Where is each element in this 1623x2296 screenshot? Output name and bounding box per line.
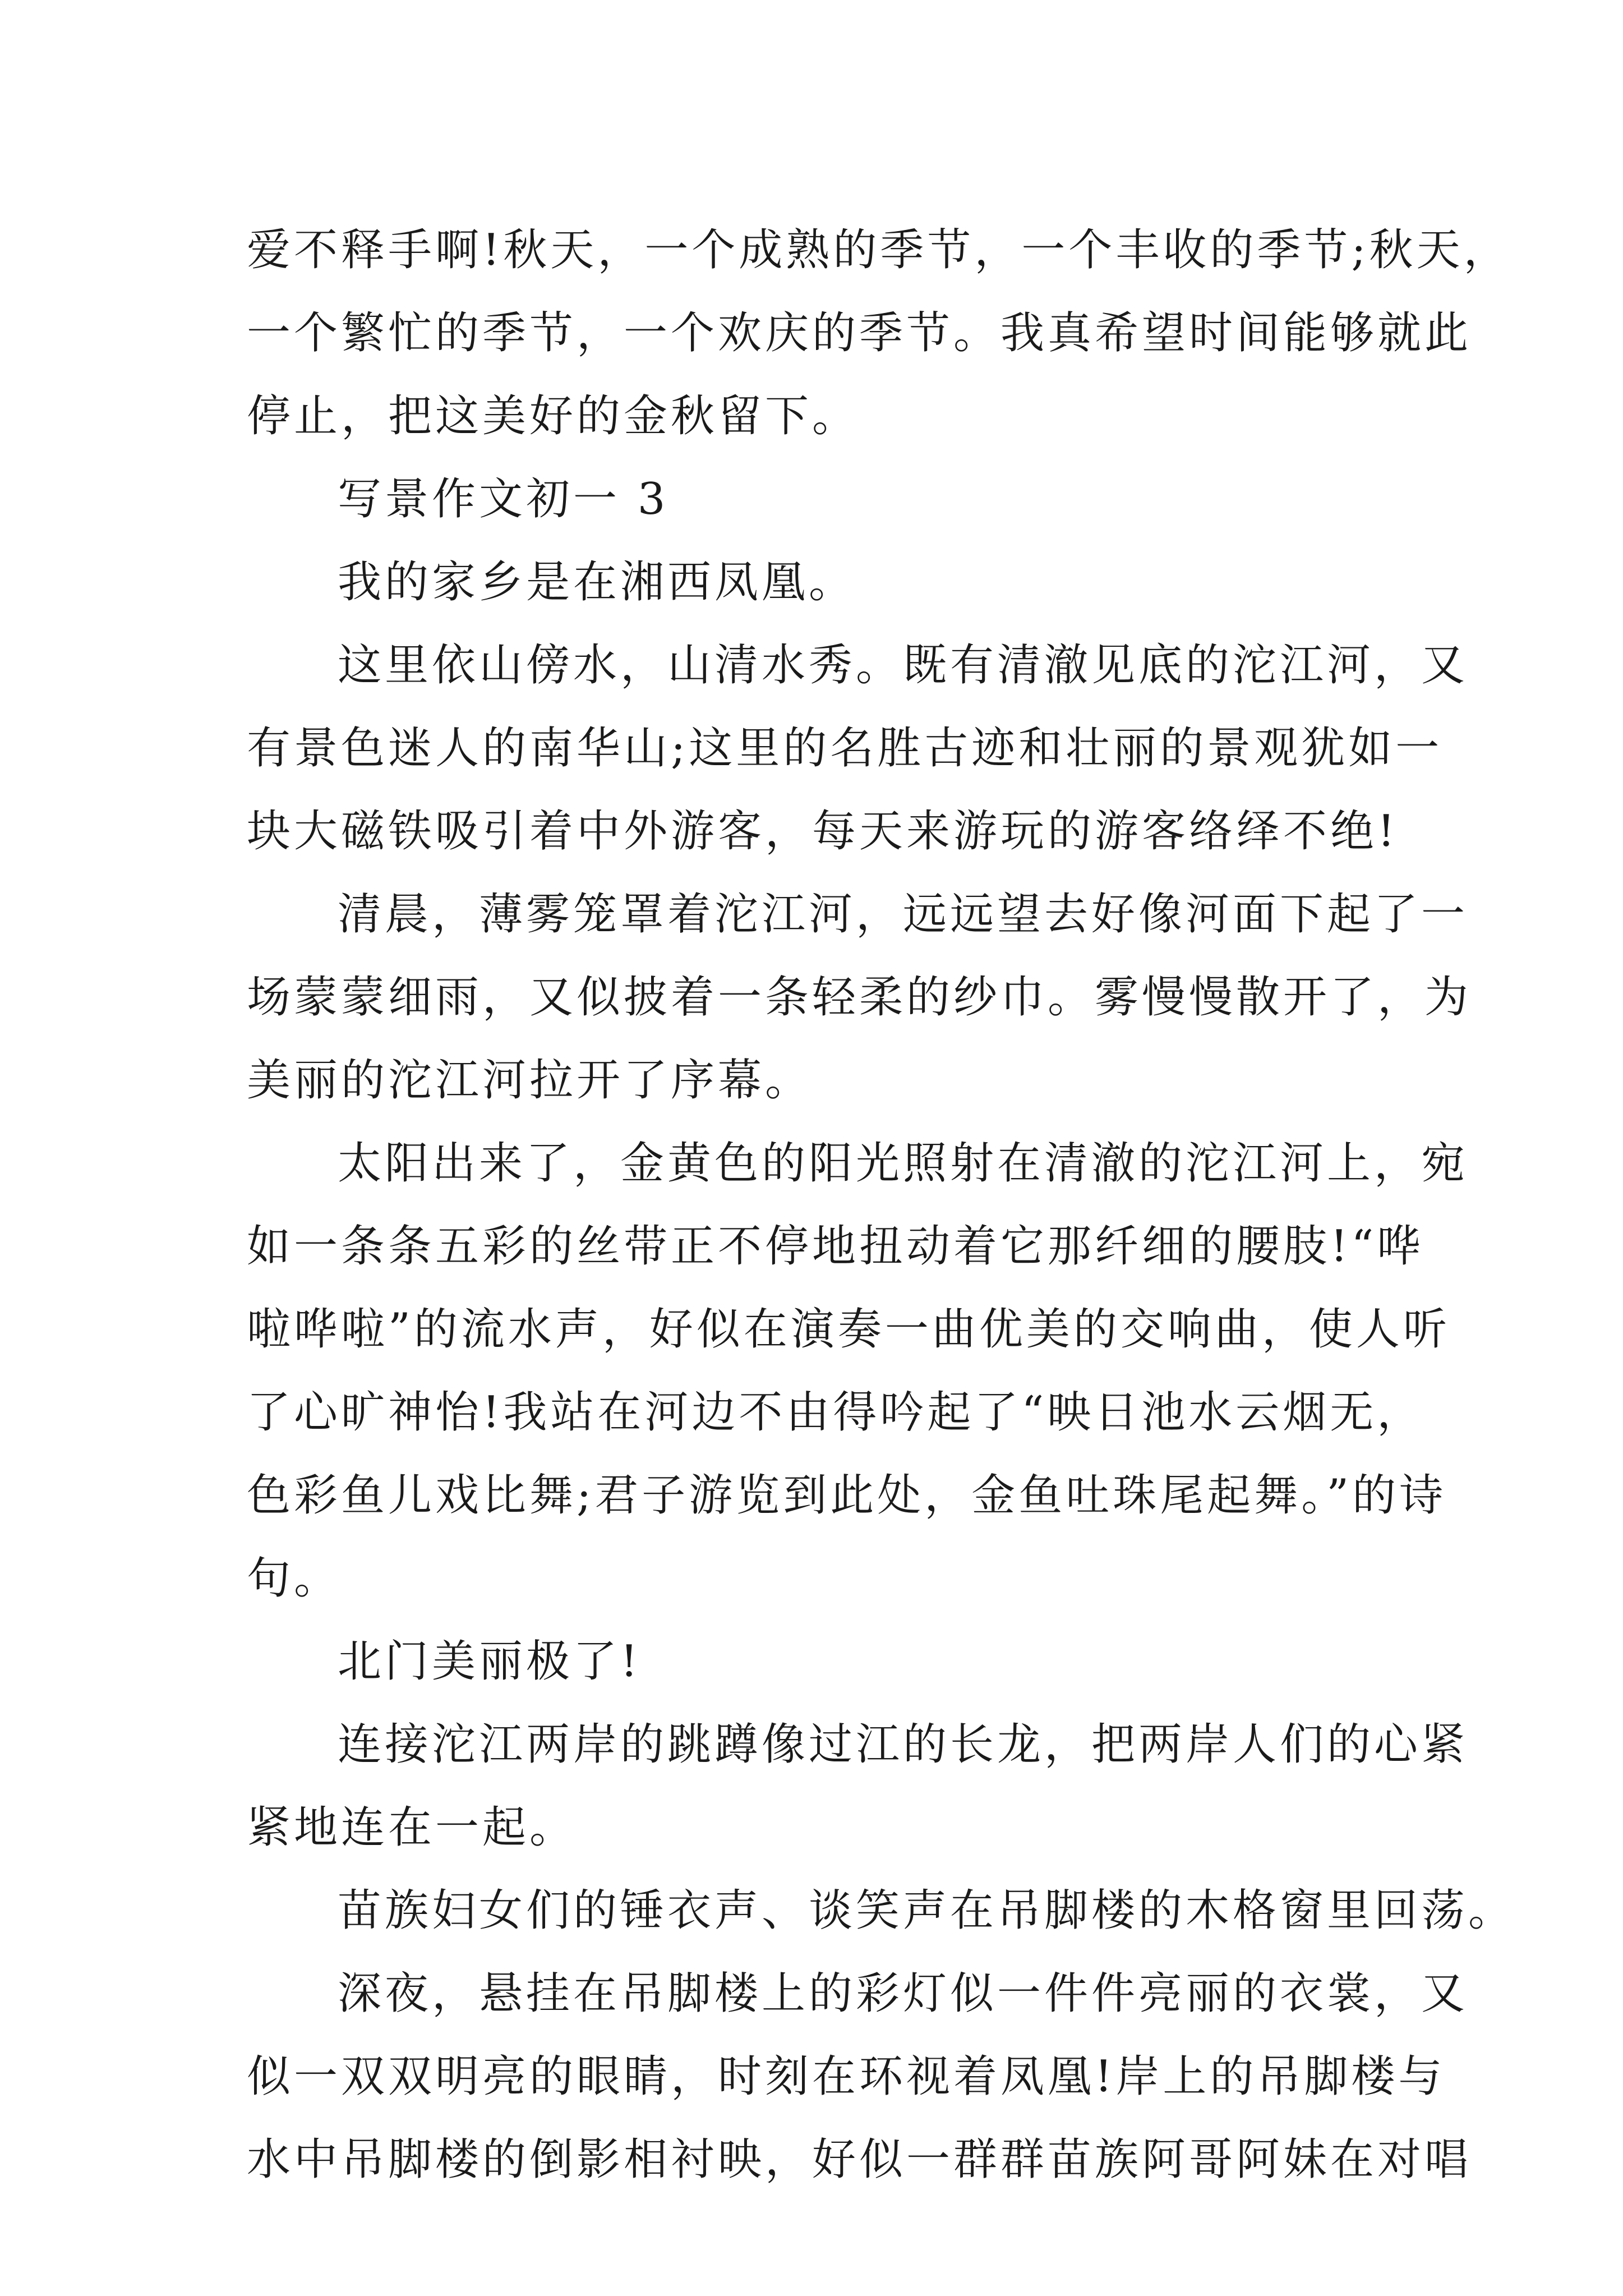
text-line: 了心旷神怡!我站在河边不由得吟起了“映日池水云烟无， [247,1387,1424,1438]
text-line: 爱不释手啊!秋天，一个成熟的季节，一个丰收的季节;秋天， [247,225,1511,275]
text-line: 苗族妇女们的锤衣声、谈笑声在吊脚楼的木格窗里回荡。 [338,1885,1516,1936]
text-line: 水中吊脚楼的倒影相衬映，好似一群群苗族阿哥阿妹在对唱 [247,2134,1472,2185]
text-line: 有景色迷人的南华山;这里的名胜古迹和壮丽的景观犹如一 [247,723,1443,774]
text-line: 一个繁忙的季节，一个欢庆的季节。我真希望时间能够就此 [247,308,1472,358]
text-line: 似一双双明亮的眼睛，时刻在环视着凤凰!岸上的吊脚楼与 [247,2051,1446,2102]
text-line: 如一条条五彩的丝带正不停地扭动着它那纤细的腰肢!“哗 [247,1221,1424,1272]
text-line: 紧地连在一起。 [247,1802,577,1853]
text-line: 深夜，悬挂在吊脚楼上的彩灯似一件件亮丽的衣裳，又 [338,1968,1469,2019]
body-text [247,209,1516,2201]
text-line: 美丽的沱江河拉开了序幕。 [247,1055,813,1106]
section-heading: 写景作文初一 3 [338,474,669,524]
text-line: 北门美丽极了! [338,1636,642,1687]
text-line: 连接沱江两岸的跳蹲像过江的长龙，把两岸人们的心紧 [338,1719,1469,1770]
text-line: 清晨，薄雾笼罩着沱江河，远远望去好像河面下起了一 [338,889,1469,940]
text-line: 句。 [247,1553,342,1604]
text-line: 色彩鱼儿戏比舞;君子游览到此处，金鱼吐珠尾起舞。”的诗 [247,1470,1447,1521]
text-line: 这里依山傍水，山清水秀。既有清澈见底的沱江河，又 [338,640,1469,691]
text-line: 我的家乡是在湘西凤凰。 [338,557,856,608]
text-line: 太阳出来了，金黄色的阳光照射在清澈的沱江河上，宛 [338,1138,1469,1189]
text-line: 啦哗啦”的流水声，好似在演奏一曲优美的交响曲，使人听 [247,1304,1450,1355]
text-line: 场蒙蒙细雨，又似披着一条轻柔的纱巾。雾慢慢散开了，为 [247,972,1472,1023]
text-line: 块大磁铁吸引着中外游客，每天来游玩的游客络绎不绝! [247,806,1399,857]
text-line: 停止，把这美好的金秋留下。 [247,391,860,441]
